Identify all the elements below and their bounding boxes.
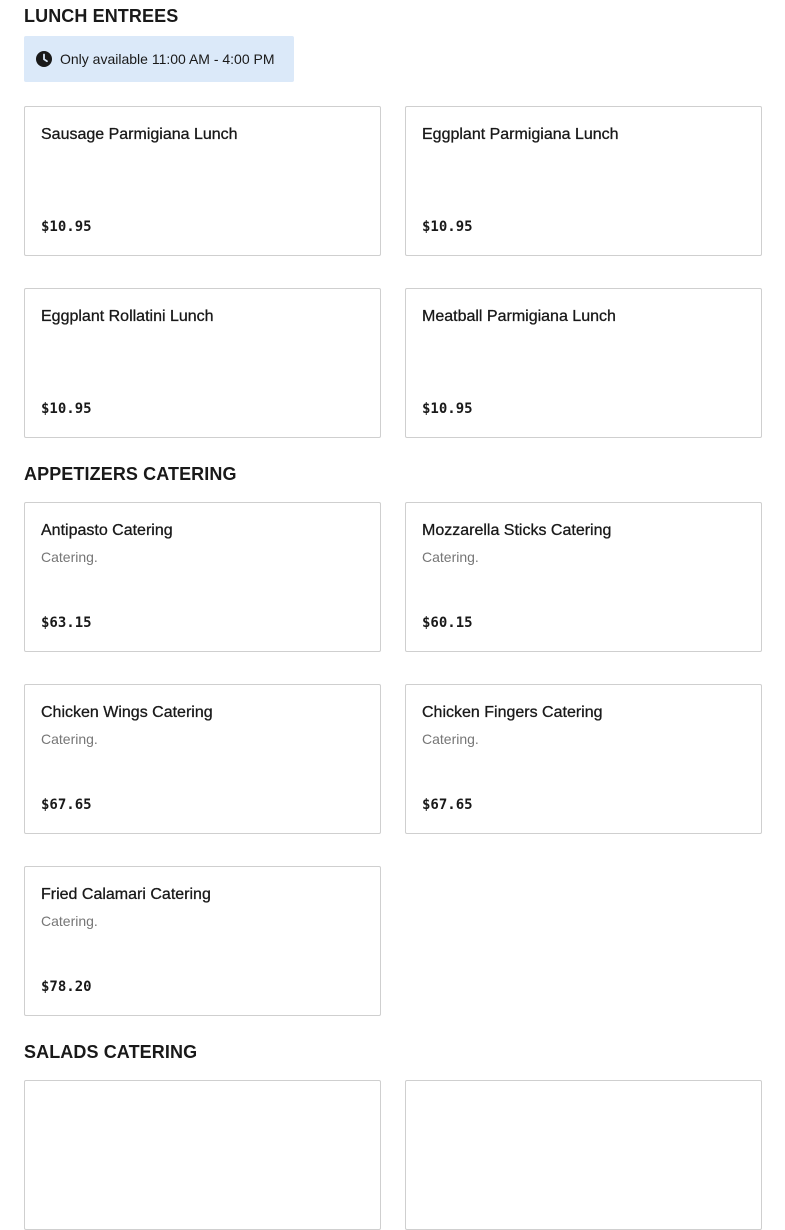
menu-item-card[interactable] — [24, 106, 381, 256]
menu-item-card[interactable] — [24, 866, 381, 1016]
menu-item-name: Fried Calamari Catering — [41, 886, 211, 903]
section-title-salads-catering: SALADS CATERING — [24, 1042, 198, 1062]
menu-item-card[interactable] — [24, 1080, 381, 1230]
menu-item-price: $10.95 — [422, 401, 473, 417]
menu-item-card[interactable] — [405, 502, 762, 652]
menu-item-name: Chicken Wings Catering — [41, 704, 213, 721]
menu-item-description: Catering. — [422, 549, 479, 565]
section-title-appetizers-catering: APPETIZERS CATERING — [24, 464, 237, 484]
menu-item-price: $10.95 — [41, 401, 92, 417]
menu-item-name: Mozzarella Sticks Catering — [422, 522, 612, 539]
menu-item-name: Meatball Parmigiana Lunch — [422, 308, 616, 325]
menu-item-name: Eggplant Parmigiana Lunch — [422, 126, 619, 143]
menu-item-name: Chicken Fingers Catering — [422, 704, 603, 721]
menu-item-description: Catering. — [41, 549, 98, 565]
menu-item-card[interactable] — [24, 288, 381, 438]
menu-item-price: $78.20 — [41, 979, 92, 995]
menu-item-description: Catering. — [422, 731, 479, 747]
menu-item-price: $10.95 — [41, 219, 92, 235]
menu-item-name: Eggplant Rollatini Lunch — [41, 308, 214, 325]
menu-item-card[interactable] — [405, 1080, 762, 1230]
menu-item-description: Catering. — [41, 913, 98, 929]
menu-item-card[interactable] — [405, 106, 762, 256]
availability-banner — [24, 36, 294, 82]
menu-item-card[interactable] — [24, 684, 381, 834]
clock-icon — [36, 51, 52, 67]
menu-item-price: $60.15 — [422, 615, 473, 631]
menu-item-price: $10.95 — [422, 219, 473, 235]
section-title-lunch-entrees: LUNCH ENTREES — [24, 6, 179, 26]
availability-text: Only available 11:00 AM - 4:00 PM — [60, 51, 275, 67]
menu-item-card[interactable] — [24, 502, 381, 652]
menu-item-price: $67.65 — [422, 797, 473, 813]
menu-item-name: Antipasto Catering — [41, 522, 173, 539]
menu-item-card[interactable] — [405, 288, 762, 438]
menu-item-name: Sausage Parmigiana Lunch — [41, 126, 238, 143]
menu-item-card[interactable] — [405, 684, 762, 834]
menu-item-price: $63.15 — [41, 615, 92, 631]
menu-item-description: Catering. — [41, 731, 98, 747]
menu-item-price: $67.65 — [41, 797, 92, 813]
